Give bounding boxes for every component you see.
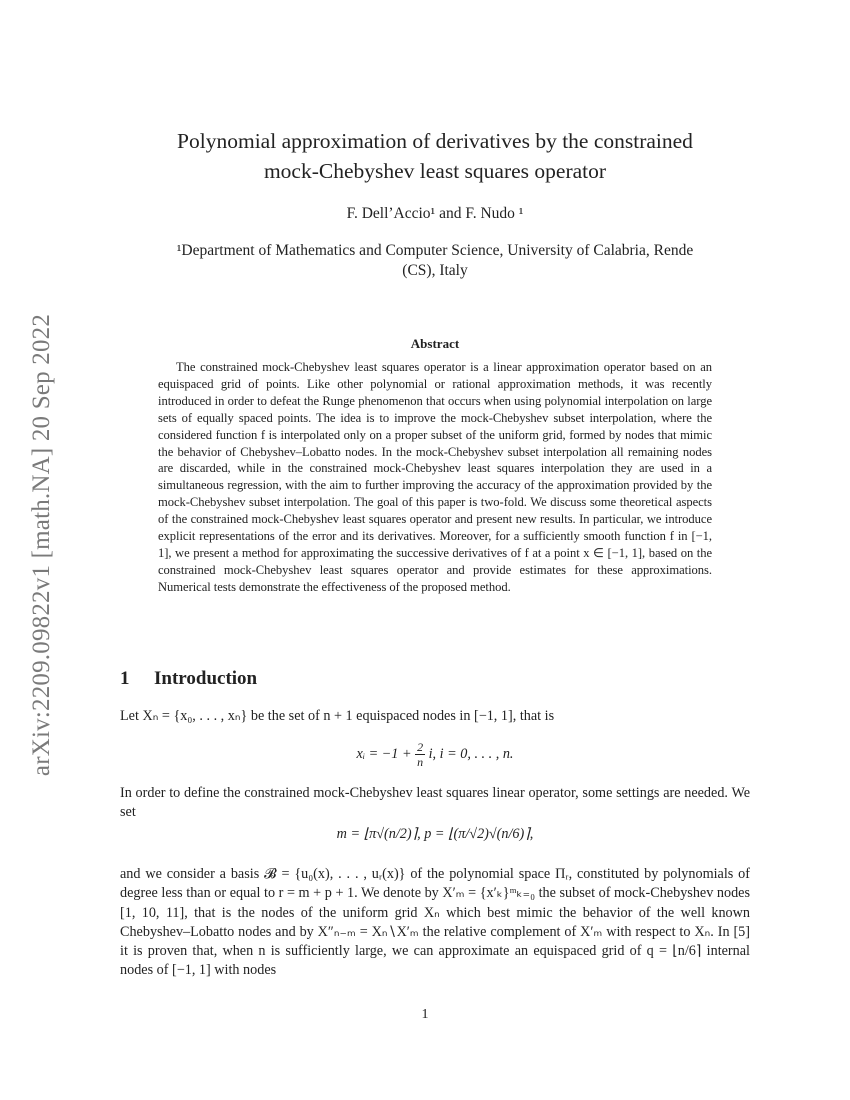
arxiv-identifier: arXiv:2209.09822v1 [math.NA] 20 Sep 2022 — [28, 313, 55, 777]
intro-paragraph-1: Let Xₙ = {x₀, . . . , xₙ} be the set of n + 1 equispaced nodes in [−1, 1], that is — [120, 708, 555, 724]
abstract-text: The constrained mock-Chebyshev least squares operator is a linear approximation operator based on an equispaced grid of points. Like other polynomial or rational approximation methods, it was recently introduced in order to defeat the Runge phenomenon that occurs when using polynomial interpolation on large sets of equally spaced points. The idea is to improve the mock-Chebyshev subset interpolation, where the considered function f is interpolated only on a proper subset of the uniform grid, formed by nodes that mimic the behavior of Chebyshev–Lobatto nodes. In the mock-Chebyshev subset interpolation all remaining nodes are discarded, while in the constrained mock-Chebyshev least squares interpolation they are used in a simultaneous regression, with the aim to further improving the accuracy of the approximation provided by the mock-Chebyshev subset interpolation. The goal of this paper is two-fold. We discuss some theoretical aspects of the constrained mock-Chebyshev least squares operator and present new results. In particular, we introduce explicit representations of the error and its derivatives. Moreover, for a sufficiently smooth function f in [−1, 1], we present a method for approximating the successive derivatives of f at a point x ∈ [−1, 1], based on the constrained mock-Chebyshev least squares operator and provide estimates for these approximations. Numerical tests demonstrate the effectiveness of the proposed method. — [158, 360, 712, 594]
affiliation-line-1: ¹Department of Mathematics and Computer Science, University of Calabria, Rende — [176, 242, 694, 259]
paper-title — [120, 126, 750, 186]
equation-nodes-fraction — [415, 740, 425, 769]
page-number: 1 — [421, 1007, 429, 1022]
intro-paragraph-3: and we consider a basis 𝓑 = {u₀(x), . . . , uᵣ(x)} of the polynomial space Πᵣ, constituted by polynomials of degree less than or equal to r = m + p + 1. We denote by X′ₘ = {x′ₖ}ᵐₖ₌₀ the subset of mock-Chebyshev nodes [1, 10, 11], that is the nodes of the uniform grid Xₙ which best mimic the behavior of the well known Chebyshev–Lobatto nodes and by X″ₙ₋ₘ = Xₙ∖X′ₘ the relative complement of X′ₘ with respect to Xₙ. In [5] it is proven that, when n is sufficiently large, we can approximate an equispaced grid of q = ⌊n/6⌉ internal nodes of [−1, 1] with nodes — [120, 866, 750, 979]
equation-nodes-prefix: xᵢ = −1 + — [356, 745, 412, 762]
section-number: 1 — [120, 668, 130, 689]
fraction-denominator: n — [417, 755, 424, 769]
equation-m-p: m = ⌊π√(n/2)⌉, p = ⌊(π/√2)√(n/6)⌉, — [336, 826, 534, 842]
equation-nodes-suffix: i, i = 0, . . . , n. — [428, 745, 514, 762]
section-heading — [120, 668, 257, 690]
title-line-1: Polynomial approximation of derivatives by the constrained — [177, 129, 693, 153]
affiliation — [120, 241, 750, 281]
title-line-2: mock-Chebyshev least squares operator — [263, 159, 607, 183]
fraction-numerator: 2 — [417, 740, 424, 754]
authors: F. Dell’Accio¹ and F. Nudo ¹ — [346, 205, 524, 222]
intro-paragraph-2: In order to define the constrained mock-Chebyshev least squares linear operator, some settings are needed. We set — [120, 785, 750, 821]
abstract-heading: Abstract — [410, 336, 460, 351]
affiliation-line-2: (CS), Italy — [402, 262, 468, 279]
equation-nodes — [120, 740, 750, 769]
section-title: Introduction — [154, 668, 258, 689]
